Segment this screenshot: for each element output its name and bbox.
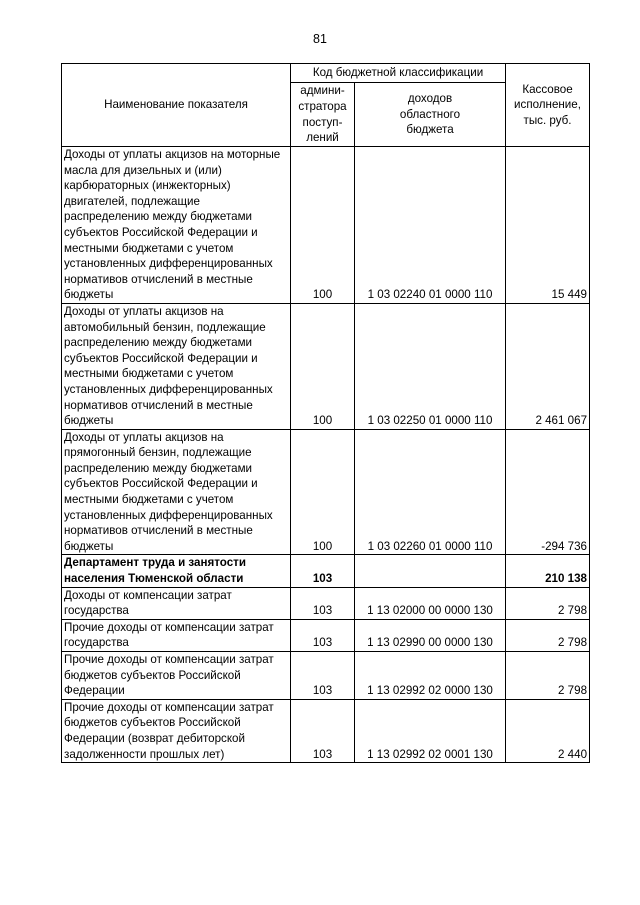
table-body — [62, 147, 590, 763]
row-admin-code: 100 — [291, 429, 355, 555]
table-header — [62, 64, 590, 147]
header-income: доходов областного бюджета — [355, 83, 506, 147]
table-row — [62, 587, 590, 619]
row-amount: 2 440 — [506, 699, 590, 762]
row-name: Доходы от уплаты акцизов на прямогонный бензин, подлежащие распределению между бюджетами субъектов Российской Федерации и местными бюджетами с учетом установленных дифференцированных нормативов отчислений в местные бюджеты — [62, 429, 291, 555]
row-admin-code: 100 — [291, 147, 355, 304]
header-admin: админи-стратора поступ-лений — [291, 83, 355, 147]
row-amount: 2 461 067 — [506, 303, 590, 429]
page-number: 81 — [313, 32, 327, 46]
row-income-code — [355, 555, 506, 587]
table-row — [62, 303, 590, 429]
row-income-code: 1 03 02240 01 0000 110 — [355, 147, 506, 304]
row-admin-code: 103 — [291, 587, 355, 619]
row-admin-code: 100 — [291, 303, 355, 429]
row-income-code: 1 03 02260 01 0000 110 — [355, 429, 506, 555]
header-code-group: Код бюджетной классификации — [291, 64, 506, 83]
row-name: Доходы от компенсации затрат государства — [62, 587, 291, 619]
row-name: Прочие доходы от компенсации затрат государства — [62, 619, 291, 651]
row-amount: 210 138 — [506, 555, 590, 587]
row-income-code: 1 13 02000 00 0000 130 — [355, 587, 506, 619]
row-name: Департамент труда и занятости населения Тюменской области — [62, 555, 291, 587]
row-amount: 2 798 — [506, 587, 590, 619]
header-name: Наименование показателя — [62, 64, 291, 147]
row-income-code: 1 13 02990 00 0000 130 — [355, 619, 506, 651]
row-admin-code: 103 — [291, 619, 355, 651]
row-amount: 15 449 — [506, 147, 590, 304]
table-row — [62, 619, 590, 651]
table-row — [62, 699, 590, 762]
row-admin-code: 103 — [291, 555, 355, 587]
table-row — [62, 147, 590, 304]
table-row — [62, 652, 590, 700]
row-name: Доходы от уплаты акцизов на моторные масла для дизельных и (или) карбюраторных (инжекторных) двигателей, подлежащие распределению между бюджетами субъектов Российской Федерации и местными бюджетами с учетом установленных дифференцированных нормативов отчислений в местные бюджеты — [62, 147, 291, 304]
table-row — [62, 429, 590, 555]
row-name: Прочие доходы от компенсации затрат бюджетов субъектов Российской Федерации (возврат дебиторской задолженности прошлых лет) — [62, 699, 291, 762]
row-income-code: 1 13 02992 02 0000 130 — [355, 652, 506, 700]
table-row — [62, 555, 590, 587]
row-admin-code: 103 — [291, 699, 355, 762]
row-income-code: 1 03 02250 01 0000 110 — [355, 303, 506, 429]
row-amount: 2 798 — [506, 652, 590, 700]
budget-table — [61, 63, 590, 763]
row-amount: 2 798 — [506, 619, 590, 651]
row-amount: -294 736 — [506, 429, 590, 555]
row-admin-code: 103 — [291, 652, 355, 700]
row-name: Доходы от уплаты акцизов на автомобильный бензин, подлежащие распределению между бюджетами субъектов Российской Федерации и местными бюджетами с учетом установленных дифференцированных нормативов отчислений в местные бюджеты — [62, 303, 291, 429]
row-income-code: 1 13 02992 02 0001 130 — [355, 699, 506, 762]
header-amount: Кассовое исполнение, тыс. руб. — [506, 64, 590, 147]
row-name: Прочие доходы от компенсации затрат бюджетов субъектов Российской Федерации — [62, 652, 291, 700]
